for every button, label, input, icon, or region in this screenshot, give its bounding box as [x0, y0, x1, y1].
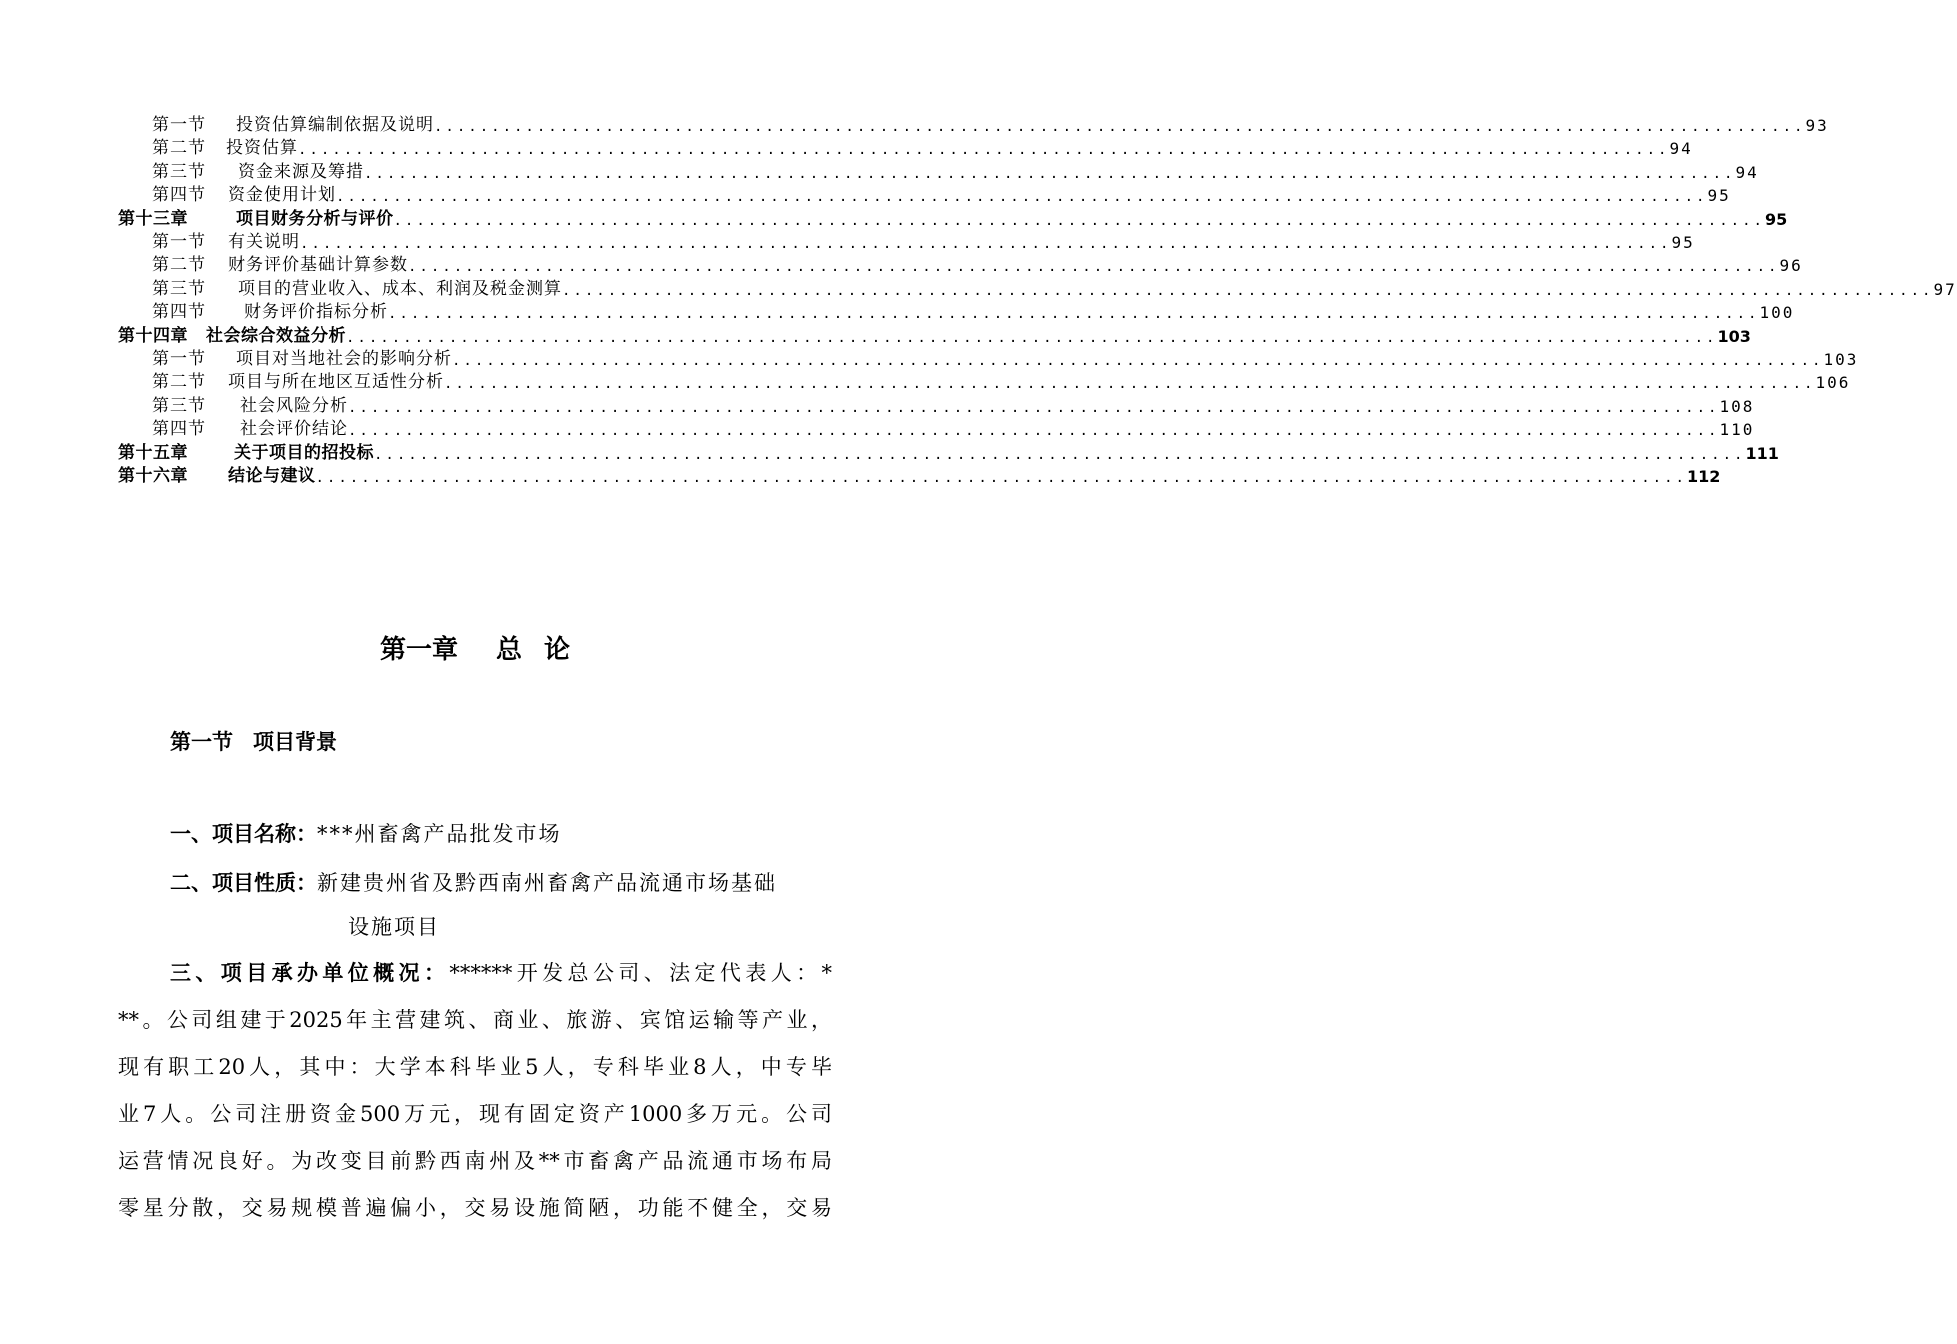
toc-leader-dots: ........................................................................................................................	[300, 236, 1672, 252]
section-title: 项目背景	[253, 730, 337, 754]
toc-entry-label: 第二节	[152, 138, 206, 159]
toc-page-number: 112	[1686, 467, 1721, 486]
toc-entry-label: 第三节	[152, 395, 206, 416]
toc-page-number: 111	[1745, 443, 1779, 463]
toc-chapter-entry[interactable]	[118, 208, 1788, 231]
toc-entry-title: 有关说明	[228, 232, 300, 252]
toc-section-entry[interactable]	[118, 114, 1829, 137]
toc-entry-label: 第十六章	[118, 466, 188, 486]
toc-entry-title: 项目的营业收入、成本、利润及税金测算	[238, 278, 562, 299]
toc-section-entry[interactable]	[118, 371, 1851, 394]
toc-page-number: 103	[1823, 350, 1859, 369]
toc-leader-dots: ........................................................................................................................	[408, 259, 1780, 276]
chapter-title-part-1: 总	[495, 635, 522, 665]
paragraph-line: 零星分散，交易规模普遍偏小，交易设施简陋，功能不健全，交易	[118, 1196, 832, 1220]
toc-section-entry[interactable]	[118, 254, 1803, 277]
toc-entry-label: 第四节	[152, 302, 206, 323]
chapter-number: 第一章	[379, 635, 458, 665]
toc-entry-label: 第一节	[152, 349, 206, 369]
toc-entry-label: 第二节	[152, 255, 206, 276]
chapter-title-part-2: 论	[544, 635, 571, 665]
toc-leader-dots: ........................................................................................................................	[452, 353, 1824, 369]
toc-entry-title: 结论与建议	[228, 466, 316, 486]
paragraph-line: 业7人。公司注册资金500万元，现有固定资产1000多万元。公司	[118, 1102, 832, 1126]
toc-section-entry[interactable]	[118, 395, 1755, 418]
project-nature-value: 新建贵州省及黔西南州畜禽产品流通市场基础	[317, 871, 777, 895]
toc-section-entry[interactable]	[118, 231, 1695, 254]
toc-leader-dots: ........................................................................................................................	[388, 306, 1760, 323]
toc-page-number: 95	[1707, 186, 1731, 206]
toc-leader-dots: ........................................................................................................................	[336, 189, 1708, 206]
toc-entry-label: 第十五章	[118, 442, 188, 463]
toc-page-number: 94	[1669, 139, 1693, 159]
toc-page-number: 103	[1717, 326, 1751, 346]
toc-entry-label: 第二节	[152, 372, 206, 393]
paragraph-line	[170, 953, 832, 993]
toc-section-entry[interactable]	[118, 301, 1795, 324]
toc-entry-label: 第一节	[152, 232, 206, 252]
toc-entry-title: 社会评价结论	[240, 419, 348, 440]
toc-entry-label: 第四节	[152, 185, 206, 206]
toc-chapter-entry[interactable]	[118, 325, 1751, 348]
toc-section-entry[interactable]	[118, 137, 1693, 160]
toc-page-number: 97	[1933, 279, 1957, 299]
toc-entry-title: 关于项目的招投标	[234, 442, 374, 463]
project-name-label: 一、项目名称：	[170, 822, 317, 846]
project-nature-field	[170, 863, 777, 903]
project-name-field	[170, 814, 562, 854]
toc-entry-title: 财务评价基础计算参数	[228, 255, 408, 276]
toc-leader-dots: ........................................................................................................................	[562, 282, 1934, 299]
toc-entry-label: 第一节	[152, 115, 206, 135]
toc-entry-title: 资金使用计划	[228, 185, 336, 206]
toc-leader-dots: ........................................................................................................................	[434, 119, 1806, 135]
toc-page-number: 106	[1815, 373, 1851, 393]
toc-page-number: 94	[1735, 162, 1759, 182]
section-number: 第一节	[170, 730, 233, 754]
project-nature-label: 二、项目性质：	[170, 871, 317, 895]
toc-entry-label: 第十四章	[118, 325, 188, 346]
toc-leader-dots: ........................................................................................................................	[298, 142, 1670, 159]
toc-leader-dots: ........................................................................................................................	[393, 212, 1765, 229]
toc-entry-label: 第三节	[152, 278, 206, 299]
toc-page-number: 95	[1764, 209, 1788, 229]
toc-chapter-entry[interactable]	[118, 465, 1721, 488]
chapter-heading	[0, 630, 950, 670]
toc-chapter-entry[interactable]	[118, 442, 1779, 465]
toc-entry-title: 项目与所在地区互适性分析	[228, 372, 444, 393]
toc-leader-dots: ........................................................................................................................	[374, 446, 1746, 463]
toc-entry-title: 财务评价指标分析	[244, 302, 388, 323]
toc-entry-title: 社会综合效益分析	[206, 325, 346, 346]
paragraph-line: **。公司组建于2025年主营建筑、商业、旅游、宾馆运输等产业，	[118, 1008, 832, 1032]
toc-section-entry[interactable]	[118, 161, 1759, 184]
toc-entry-label: 第三节	[152, 161, 206, 182]
paragraph-line: 现有职工20人，其中：大学本科毕业5人，专科毕业8人，中专毕	[118, 1055, 832, 1079]
toc-entry-label: 第十三章	[118, 208, 188, 229]
project-name-value: ***州畜禽产品批发市场	[317, 822, 562, 846]
toc-section-entry[interactable]	[118, 418, 1755, 441]
toc-page-number: 93	[1805, 116, 1829, 135]
toc-page-number: 96	[1779, 256, 1803, 276]
toc-section-entry[interactable]	[118, 278, 1957, 301]
toc-entry-title: 投资估算	[226, 138, 298, 159]
toc-section-entry[interactable]	[118, 348, 1859, 371]
toc-section-entry[interactable]	[118, 184, 1731, 207]
toc-entry-title: 社会风险分析	[240, 395, 348, 416]
toc-page-number: 110	[1719, 420, 1755, 440]
toc-page-number: 100	[1759, 303, 1795, 323]
org-label: 三、项目承办单位概况：	[170, 961, 450, 985]
toc-leader-dots: ........................................................................................................................	[444, 376, 1816, 393]
toc-entry-title: 资金来源及筹措	[238, 161, 364, 182]
section-heading	[170, 724, 337, 760]
toc-entry-label: 第四节	[152, 419, 206, 440]
paragraph-text: ******开发总公司、法定代表人：*	[449, 961, 833, 985]
toc-leader-dots: ........................................................................................................................	[348, 423, 1720, 440]
toc-entry-title: 项目财务分析与评价	[236, 208, 394, 229]
paragraph-line: 运营情况良好。为改变目前黔西南州及**市畜禽产品流通市场布局	[118, 1149, 832, 1173]
toc-page-number: 108	[1719, 396, 1755, 416]
toc-leader-dots: ........................................................................................................................	[346, 329, 1718, 346]
project-nature-value-cont: 设施项目	[348, 915, 440, 939]
toc-entry-title: 投资估算编制依据及说明	[236, 115, 434, 135]
toc-page-number: 95	[1671, 233, 1695, 252]
toc-leader-dots: ........................................................................................................................	[348, 399, 1720, 416]
toc-leader-dots: ........................................................................................................................	[364, 165, 1736, 182]
toc-leader-dots: ........................................................................................................................	[315, 470, 1687, 486]
toc-entry-title: 项目对当地社会的影响分析	[236, 349, 452, 369]
